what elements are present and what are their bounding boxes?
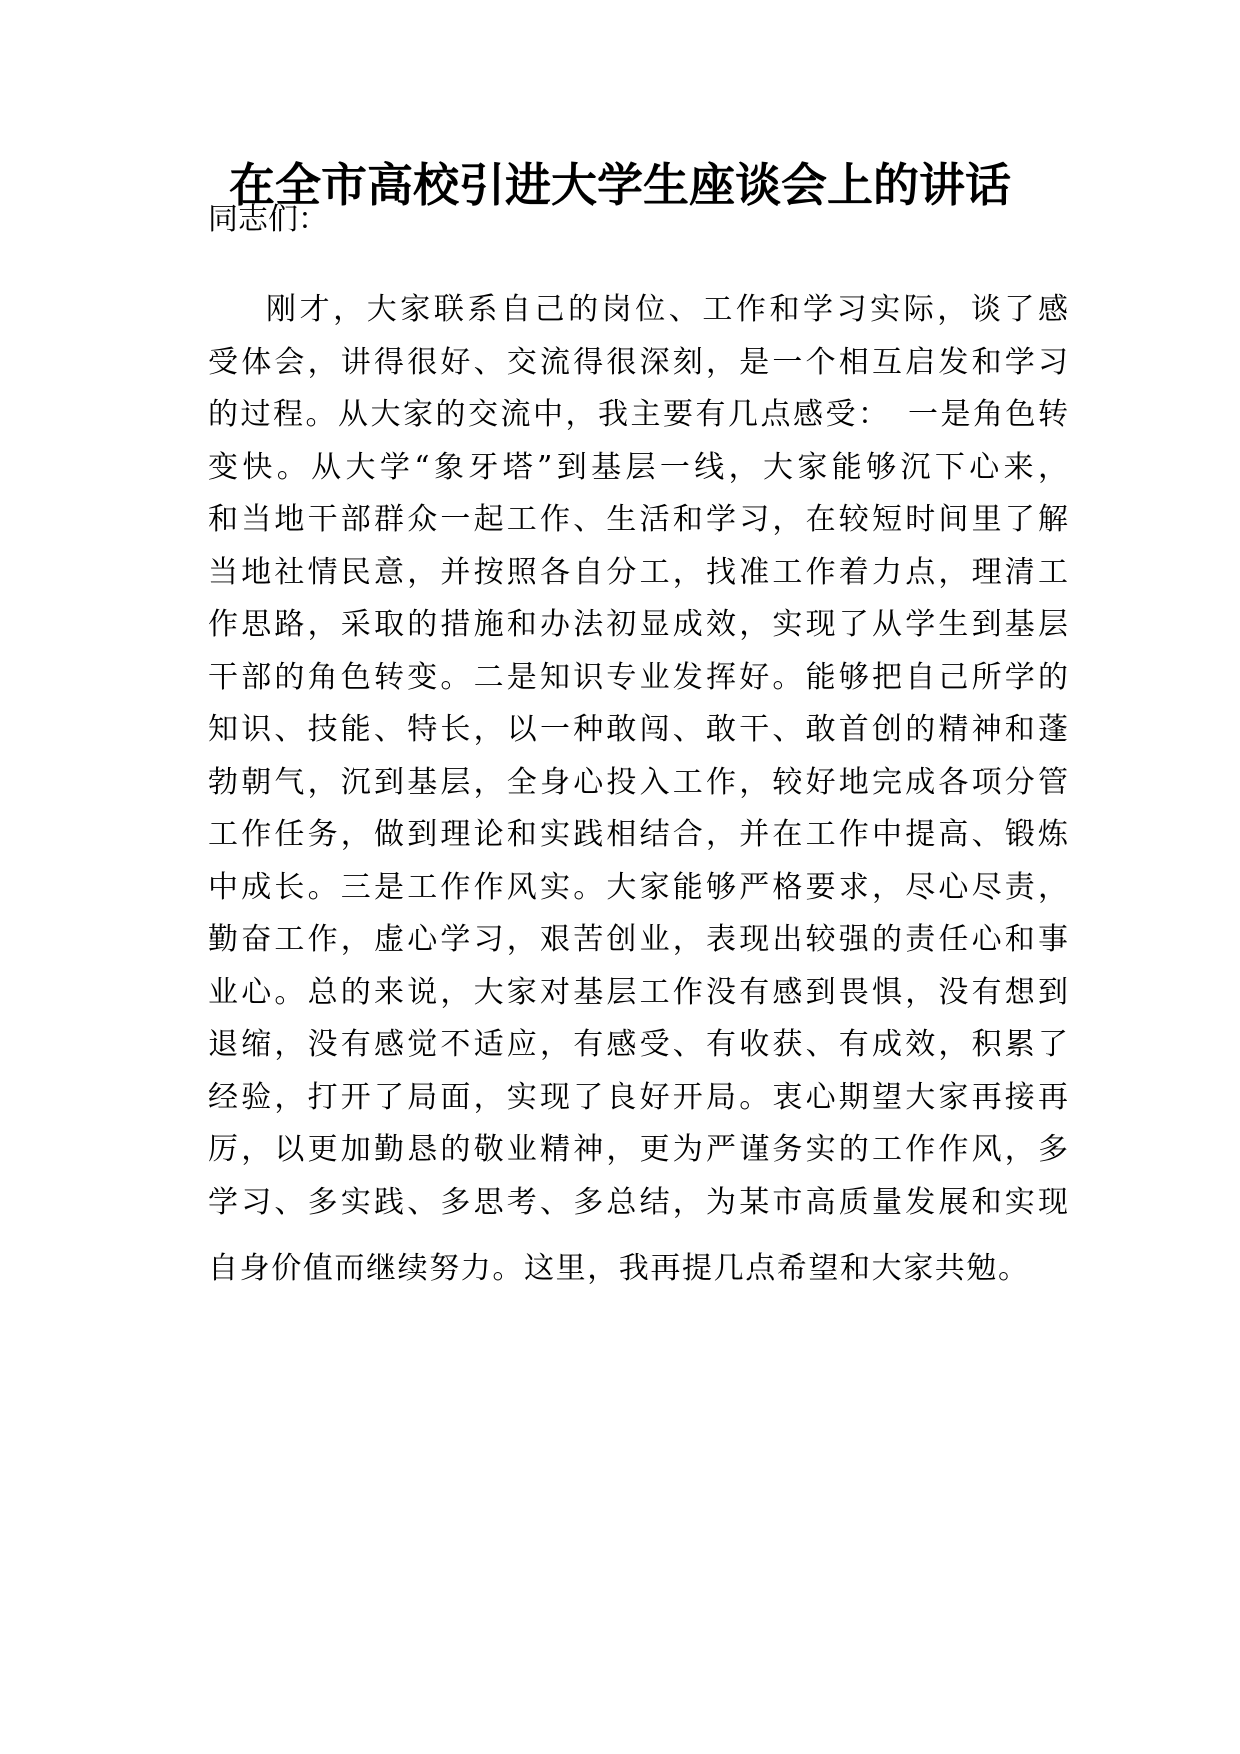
paragraph-line: 和当地干部群众一起工作、生活和学习，在较短时间里了解 (208, 502, 1068, 537)
paragraph-line: 退缩，没有感觉不适应，有感受、有收获、有成效，积累了 (208, 1027, 1068, 1062)
body-paragraph (208, 284, 1068, 1296)
paragraph-line: 刚才，大家联系自己的岗位、工作和学习实际，谈了感 (266, 292, 1068, 327)
document-title: 在全市高校引进大学生座谈会上的讲话 (229, 158, 1011, 212)
paragraph-line: 变快。从大学“象牙塔”到基层一线，大家能够沉下心来， (208, 449, 1068, 485)
paragraph-line: 自身价值而继续努力。这里，我再提几点希望和大家共勉。 (208, 1251, 1030, 1286)
paragraph-line: 知识、技能、特长，以一种敢闯、敢干、敢首创的精神和蓬 (208, 712, 1068, 747)
paragraph-line: 的过程。从大家的交流中，我主要有几点感受： 一是角色转 (208, 397, 1068, 432)
paragraph-line: 中成长。三是工作作风实。大家能够严格要求，尽心尽责， (208, 869, 1068, 905)
paragraph-line: 工作任务，做到理论和实践相结合，并在工作中提高、锻炼 (208, 817, 1068, 852)
salutation: 同志们： (208, 202, 328, 237)
paragraph-line: 勃朝气，沉到基层，全身心投入工作，较好地完成各项分管 (208, 764, 1068, 800)
paragraph-line: 受体会，讲得很好、交流得很深刻，是一个相互启发和学习 (208, 344, 1068, 380)
paragraph-line: 作思路，采取的措施和办法初显成效，实现了从学生到基层 (208, 607, 1068, 642)
paragraph-line: 干部的角色转变。二是知识专业发挥好。能够把自己所学的 (208, 659, 1068, 695)
paragraph-line: 学习、多实践、多思考、多总结，为某市高质量发展和实现 (208, 1184, 1068, 1220)
paragraph-line: 当地社情民意，并按照各自分工，找准工作着力点，理清工 (208, 554, 1068, 590)
paragraph-line: 勤奋工作，虚心学习，艰苦创业，表现出较强的责任心和事 (208, 922, 1068, 957)
paragraph-line: 厉，以更加勤恳的敬业精神，更为严谨务实的工作作风，多 (208, 1132, 1068, 1167)
paragraph-line: 业心。总的来说，大家对基层工作没有感到畏惧，没有想到 (208, 974, 1068, 1010)
paragraph-line: 经验，打开了局面，实现了良好开局。衷心期望大家再接再 (208, 1079, 1068, 1115)
